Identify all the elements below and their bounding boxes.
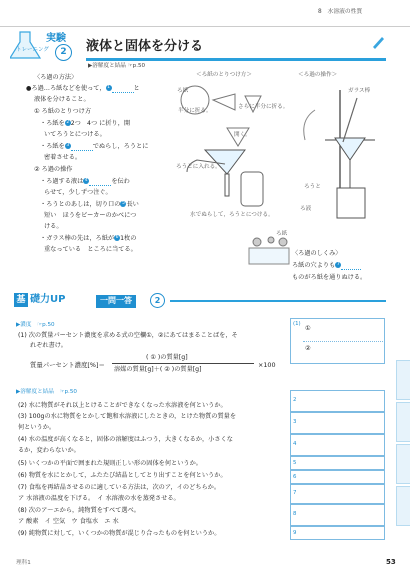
formula-times-100: ×100 xyxy=(258,361,276,369)
section-rule xyxy=(170,300,386,302)
formula-lhs: 質量パーセント濃度[%]＝ xyxy=(30,361,105,369)
step1-heading: ① ろ紙のとりつけ方 xyxy=(34,108,92,115)
step2c-line2: 重なっている ところに当てる。 xyxy=(44,246,137,253)
step2a-line1: ・ろ過する液は 4 を伝わ xyxy=(40,178,130,185)
mechanism-line2: ものがろ紙を通りぬける。 xyxy=(292,274,367,281)
section-number: 2 xyxy=(150,293,165,308)
step2-heading: ② ろ過の操作 xyxy=(34,166,73,173)
label-put-in-funnel: ろうとに入れる。 xyxy=(176,164,221,170)
step2b-line3: ける。 xyxy=(44,223,63,230)
answer-row-4[interactable]: 4 xyxy=(290,434,385,456)
question-3-line1: (3) 100gの水に物質をとかして飽和水溶液にしたときの，とけた物質の質量を xyxy=(18,413,237,420)
label-paper-2: ろ紙 xyxy=(276,231,288,237)
answer-1-slot-1: ① xyxy=(305,325,311,332)
question-7-line1: (7) 食塩を再結晶させるのに適している方法は，次のア，イのどちらか。 xyxy=(18,484,221,491)
question-1-line2: れぞれ書け。 xyxy=(30,342,67,349)
side-tab-3 xyxy=(396,444,410,484)
answer-row-2[interactable]: 2 xyxy=(290,390,385,412)
page-number: 53 xyxy=(386,558,396,566)
answer-row-5[interactable]: 5 xyxy=(290,456,385,470)
section-badge: 基 xyxy=(14,293,28,307)
step1a-line1: ・ろ紙を 2 2つ 4つ に折り，開 xyxy=(40,120,131,127)
side-tab-4 xyxy=(396,486,410,526)
question-6: (6) 物質を水にとかして，ふたたび結晶としてとり出すことを何というか。 xyxy=(18,472,227,479)
section-title: 礎力UP xyxy=(30,294,66,305)
answer-row-7[interactable]: 7 xyxy=(290,484,385,504)
label-filter-paper: ろ紙 xyxy=(177,88,189,94)
label-glass-rod: ガラス棒 xyxy=(348,88,371,94)
step2a-line2: らせて，少しずつ注ぐ。 xyxy=(44,189,112,196)
chapter-header: 8 水溶液の性質 xyxy=(318,9,363,15)
question-9: (9) 純物質に対して，いくつかの物質が混じり合ったものを何というか。 xyxy=(18,530,221,537)
answer-1-divider xyxy=(303,341,383,342)
badge-number: 2 xyxy=(55,44,72,61)
badge-training: トレーニング xyxy=(16,47,49,53)
group-label-solubility: ▶溶解度と結晶 ☞p.50 xyxy=(16,389,77,395)
answer-row-8[interactable]: 8 xyxy=(290,504,385,526)
question-4-line2: るか，変わらないか。 xyxy=(18,447,80,454)
step1a-line2: いてろうとにつける。 xyxy=(44,131,106,138)
group-label-concentration: ▶濃度 ☞p.50 xyxy=(16,322,55,328)
step1b-line2: 密着させる。 xyxy=(44,154,82,161)
mechanism-line1: ろ紙の穴よりも 7 xyxy=(292,262,361,270)
section-subtitle: 一問一答 xyxy=(96,295,136,308)
question-4-line1: (4) 水の温度が高くなると，固体の溶解度はふつう，大きくなるか，小さくな xyxy=(18,436,233,443)
step2b-line2: 短い ほうをビーカーのかべにつ xyxy=(44,212,137,219)
step1b-line1: ・ろ紙を 3 でぬらし，ろうとに xyxy=(40,143,149,150)
answer-row-9[interactable]: 9 xyxy=(290,526,385,540)
label-funnel: ろうと xyxy=(304,184,321,190)
side-tab-2 xyxy=(396,402,410,442)
question-3-line2: 何というか。 xyxy=(18,424,56,431)
step2b-line1: ・ろうとのあしは，切り口の 5 長い xyxy=(40,201,139,208)
method-intro-line1: ●ろ過…ろ紙などを使って， 1 と xyxy=(26,85,140,92)
answer-row-3[interactable]: 3 xyxy=(290,412,385,434)
mechanism-heading: 〈ろ過のしくみ〉 xyxy=(292,250,342,257)
label-fold-again: さらに半分に折る。 xyxy=(238,104,289,110)
question-5: (5) いくつかの平面で囲まれた規則正しい形の固体を何というか。 xyxy=(18,460,202,467)
badge-word: 実験 xyxy=(46,33,66,44)
label-filtrate: ろ液 xyxy=(300,206,312,212)
formula-fraction-bar xyxy=(112,363,254,364)
page-title: 液体と固体を分ける xyxy=(86,39,204,54)
footer-subject: 理科1 xyxy=(16,560,31,566)
answer-1-slot-2: ② xyxy=(305,345,311,352)
question-8-line1: (8) 次のア〜エから，純物質をすべて選べ。 xyxy=(18,507,140,514)
answer-box-1[interactable]: (1) ① ② xyxy=(290,318,385,364)
figure-caption-left: ＜ろ紙のとりつけ方＞ xyxy=(196,72,252,78)
step2c-line1: ・ガラス棒の先は，ろ紙が 6 1枚の xyxy=(40,235,137,242)
answer-row-6[interactable]: 6 xyxy=(290,470,385,484)
question-8-line2: ア 酸素 イ 空気 ウ 食塩水 エ 水 xyxy=(18,518,119,525)
formula-numerator: ( ① )の質量[g] xyxy=(146,354,188,361)
label-fold-half: 半分に折る。 xyxy=(178,108,212,114)
method-heading: 〈ろ過の方法〉 xyxy=(34,74,78,81)
question-1-line1: (1) 次の質量パーセント濃度を求める式の空欄①，②にあてはまることばを，そ xyxy=(18,332,238,339)
label-open: 開く。 xyxy=(234,132,251,138)
label-wet-paper: 水でぬらして，ろうとにつける。 xyxy=(190,212,274,218)
question-7-line2: ア 水溶液の温度を下げる。 イ 水溶液の水を蒸発させる。 xyxy=(18,495,180,502)
title-underline xyxy=(86,58,386,61)
method-intro-line2: 液体を分けること。 xyxy=(34,96,90,103)
pencil-icon xyxy=(370,34,386,50)
figure-caption-right: ＜ろ過の操作＞ xyxy=(298,72,338,78)
question-2: (2) 水に物質がそれ以上とけることができなくなった水溶液を何というか。 xyxy=(18,402,227,409)
side-tab-1 xyxy=(396,360,410,400)
header-divider xyxy=(0,26,410,27)
filter-mechanism-illustration xyxy=(245,232,295,272)
formula-denominator: 溶媒の質量[g]＋( ② )の質量[g] xyxy=(114,366,202,373)
ref-top: ▶溶解度と結晶 ☞p.50 xyxy=(88,63,146,69)
